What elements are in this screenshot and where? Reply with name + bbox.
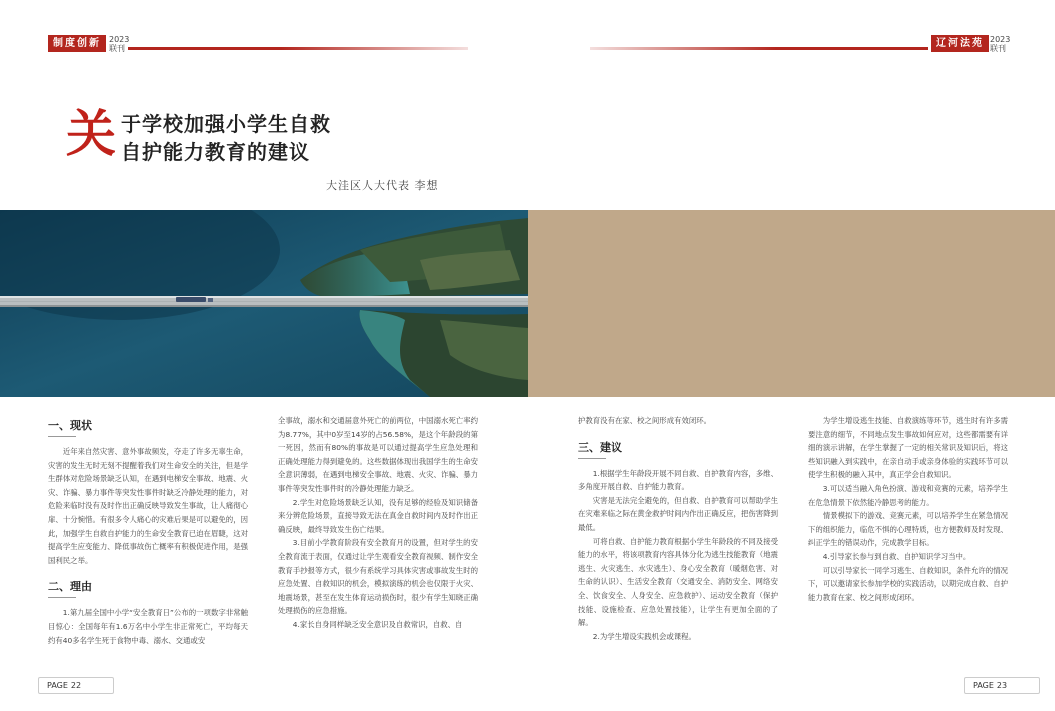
header-rule-right: [590, 47, 928, 50]
title-line-2: 自护能力教育的建议: [121, 140, 310, 164]
section-heading: 一、现状: [48, 418, 248, 437]
paragraph: 灾害是无法完全避免的，但自救、自护教育可以帮助学生在灾难来临之际在黄金救护时间内作出正确反应，把伤害降到最低。: [578, 495, 778, 532]
page-number-left: [38, 677, 114, 694]
text-column-4: [808, 414, 1008, 604]
title-initial-char: 关: [66, 105, 116, 163]
paragraph: 可以引导家长一同学习逃生、自救知识，条件允许的情况下，可以邀请家长参加学校的实践活动，以期完成自救、自护能力教育在家、校之间形成闭环。: [808, 565, 1008, 602]
issue-label-left: 联刊: [109, 44, 125, 53]
paragraph: 全事故，溺水和交通届意外死亡的前两位，中国溺水死亡率约为8.77%，其中0岁至14岁的占56.58%，是这个年龄段的第一死因，然而有80%的事故是可以通过提高学生应急处理和正确处理能力得到避免的。这些数据体现出我国学生的生命安全意识薄弱，在遇到电梯安全事故、地震、火灾、诈骗、暴力事件等突发性事件时的冷静处理能力缺乏。: [278, 416, 478, 493]
paragraph: 可将自救、自护能力教育根据小学生年龄段的不同及接受能力的水平，将该项教育内容具体分化为逃生技能教育（地震逃生、火灾逃生、水灾逃生）、身心安全教育（暖烟危害、对生命的认识）、生活安全教育（交通安全、消防安全、网络安全、饮食安全、人身安全、应急救护）、运动安全教育（保护技能、设施检查、应急处置技能），让学生有更加全面的了解。: [578, 536, 778, 628]
section-heading: 二、理由: [48, 579, 248, 598]
paragraph: 护教育没有在家、校之间形成有效闭环。: [578, 416, 712, 425]
header-rule-left: [128, 47, 468, 50]
paragraph: 1.第九届全国中小学“安全教育日”公布的一项数字非常触目惊心：全国每年有1.6万名中小学生非正常死亡，平均每天约有40多名学生死于食物中毒、溺水、交通或安: [48, 608, 248, 645]
paragraph: 1.根据学生年龄段开展不同自救、自护教育内容，多维、多角度开展自救、自护能力教育。: [578, 468, 778, 492]
text-column-3: [578, 414, 778, 643]
paragraph: 2.为学生增设实践机会或课程。: [592, 631, 696, 641]
paragraph: 3.目前小学教育阶段有安全教育月的设置，但对学生的安全教育流于表面，仅通过让学生观看安全教育视频、制作安全教育手抄报等方式，很少有系统学习具体灾害或事故发生时的应急处置、自救知识的机会，模拟演练的机会也仅限于火灾、地震场景，甚至在发生体育运动损伤时，很少有学生知晓正确处理损伤的应急措施。: [278, 538, 478, 616]
text-column-2: [278, 414, 478, 632]
paragraph: 近年来自然灾害、意外事故频发，夺走了许多无辜生命，灾害的发生无时无刻不提醒着我们对生命安全的关注，但是学生群体对危险场景缺乏认知，在遇到电梯安全事故、地震、火灾、诈骗、暴力事件等突发性事件时缺乏冷静处理的能力，对危险来临时没有及时作出正确反映导致发生事故，让人痛彻心扉、十分惋惜。有很多令人痛心的灾难后果是可以避免的，因此，加强学生自救自护能力的生命安全教育已迫在眉睫，这对提高学生应变能力、降低事故伤亡概率有积极促进作用，是强国利民之举。: [48, 447, 248, 565]
page-label: PAGE: [973, 681, 994, 690]
section-tag-left: 制度创新: [48, 35, 106, 52]
paragraph: 3.可以适当融入角色扮演、游戏和竞赛的元素，培养学生在危急情景下依然能冷静思考的能力。: [808, 483, 1008, 507]
decorative-tan-panel: [528, 210, 1055, 397]
title-line-1: 于学校加强小学生自救: [121, 112, 331, 136]
issue-year-right: 2023: [990, 35, 1011, 44]
paragraph: 4.引导家长参与到自救、自护知识学习当中。: [822, 551, 971, 561]
section-heading: 三、建议: [578, 440, 778, 459]
issue-label-right: 联刊: [990, 44, 1006, 53]
section-tag-right: 辽河法苑: [931, 35, 989, 52]
page-number: 23: [996, 681, 1008, 690]
page-label: PAGE: [47, 681, 68, 690]
paragraph: 4.家长自身同样缺乏安全意识及自救常识，自救、自: [292, 619, 463, 629]
issue-year-left: 2023: [109, 35, 130, 44]
page-number-right: [964, 677, 1040, 694]
paragraph: 2.学生对危险场景缺乏认知，没有足够的经验及知识储备来分辨危险场景，直接导致无法在真金自救时间内及时作出正确反映，最终导致发生伤亡结果。: [278, 497, 478, 534]
author-byline: 大洼区人大代表 李想: [326, 179, 439, 192]
aerial-bridge-photo: [0, 210, 528, 397]
paragraph: 情景模拟下的游戏、竞赛元素，可以培养学生在紧急情况下的组织能力，临危不惧的心理特质，也方便教师及时发现、纠正学生的错误动作，完成教学目标。: [808, 511, 1008, 548]
text-column-1: [48, 418, 248, 647]
paragraph: 为学生增设逃生技能、自救演练等环节，逃生时有许多需要注意的细节，不同地点发生事故如何应对，这些都需要有详细的演示讲解，在学生掌握了一定的相关常识及知识后，将这些知识融入到实践中，在亲自动手或亲身体验的实践环节可以使学生积极的融入其中，真正学会自救知识。: [808, 416, 1008, 480]
page-number: 22: [70, 681, 82, 690]
